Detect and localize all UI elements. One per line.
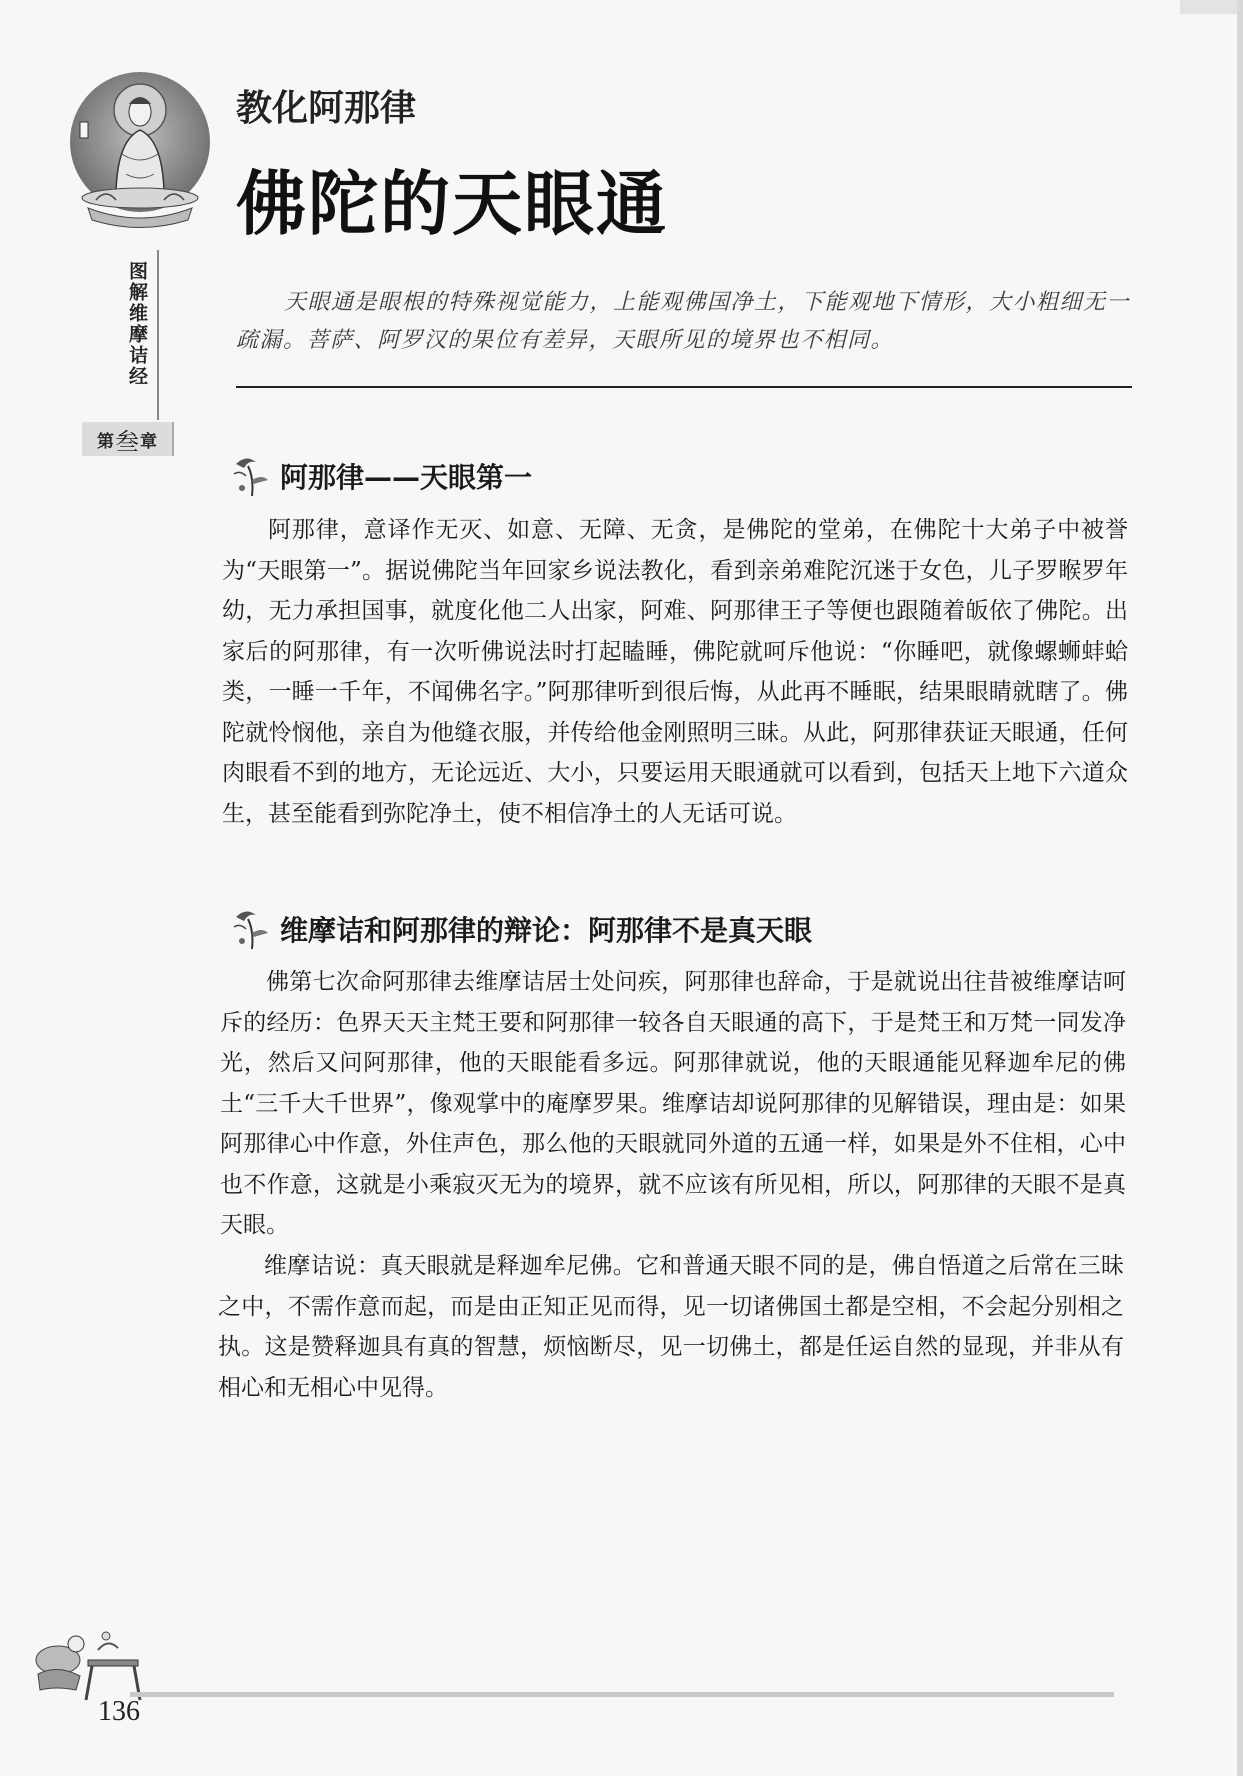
chapter-prefix: 第 (97, 431, 114, 452)
chapter-tab (82, 422, 174, 456)
ink-flower-icon (228, 452, 272, 500)
section-2-paragraph-1: 佛第七次命阿那律去维摩诘居士处问疾，阿那律也辞命，于是就说出往昔被维摩诘呵斥的经历：色界天天主梵王要和阿那律一较各自天眼通的高下，于是梵王和万梵一同发净光，然后又问阿那律，他的天眼能看多远。阿那律就说，他的天眼通能见释迦牟尼的佛土“三千大千世界”，像观掌中的庵摩罗果。维摩诘却说阿那律的见解错误，理由是：如果阿那律心中作意，外住声色，那么他的天眼就同外道的五通一样，如果是外不住相，心中也不作意，这就是小乘寂灭无为的境界，就不应该有所见相，所以，阿那律的天眼不是真天眼。 (220, 969, 1126, 1238)
section-1-paragraph: 阿那律，意译作无灭、如意、无障、无贪，是佛陀的堂弟，在佛陀十大弟子中被誉为“天眼第一”。据说佛陀当年回家乡说法教化，看到亲弟难陀沉迷于女色，儿子罗睺罗年幼，无力承担国事，就度化他二人出家，阿难、阿那律王子等便也跟随着皈依了佛陀。出家后的阿那律，有一次听佛说法时打起瞌睡，佛陀就呵斥他说：“你睡吧，就像螺蛳蚌蛤类，一睡一千年，不闻佛名字。”阿那律听到很后悔，从此再不睡眠，结果眼睛就瞎了。佛陀就怜悯他，亲自为他缝衣服，并传给他金刚照明三昧。从此，阿那律获证天眼通，任何肉眼看不到的地方，无论远近、大小，只要运用天眼通就可以看到，包括天上地下六道众生，甚至能看到弥陀净土，使不相信净土的人无话可说。 (222, 517, 1128, 827)
scan-artifact-edge (1237, 0, 1243, 1776)
section-heading-1 (228, 452, 532, 500)
section-title-1: 阿那律——天眼第一 (280, 461, 533, 494)
book-series-label: 图解维摩诘经 (126, 261, 148, 387)
page-number: 136 (98, 1696, 140, 1727)
page-subtitle: 教化阿那律 (236, 88, 417, 129)
section-2-paragraph-2: 维摩诘说：真天眼就是释迦牟尼佛。它和普通天眼不同的是，佛自悟道之后常在三昧之中，不需作意而起，而是由正知正见而得，见一切诸佛国土都是空相，不会起分别相之执。这是赞释迦具有真的智慧，烦恼断尽，见一切佛土，都是任运自然的显现，并非从有相心和无相心中见得。 (218, 1253, 1124, 1401)
chapter-number: 叁 (115, 427, 139, 456)
scan-artifact-top (1180, 0, 1243, 14)
intro-divider (236, 386, 1132, 388)
buddha-figure-icon (60, 70, 210, 230)
side-divider (157, 250, 159, 420)
buddha-medallion-image (60, 70, 210, 230)
ink-flower-icon (228, 905, 272, 953)
seated-figure-icon (18, 1608, 148, 1708)
chapter-suffix: 章 (140, 431, 157, 452)
section-heading-2 (228, 905, 812, 953)
intro-paragraph: 天眼通是眼根的特殊视觉能力，上能观佛国净土，下能观地下情形，大小粗细无一疏漏。菩萨、阿罗汉的果位有差异，天眼所见的境界也不相同。 (236, 290, 1131, 353)
footer-illustration (18, 1608, 148, 1708)
section-title-2: 维摩诘和阿那律的辩论：阿那律不是真天眼 (280, 914, 813, 947)
footer-rule (130, 1692, 1114, 1697)
page-title: 佛陀的天眼通 (236, 163, 668, 245)
